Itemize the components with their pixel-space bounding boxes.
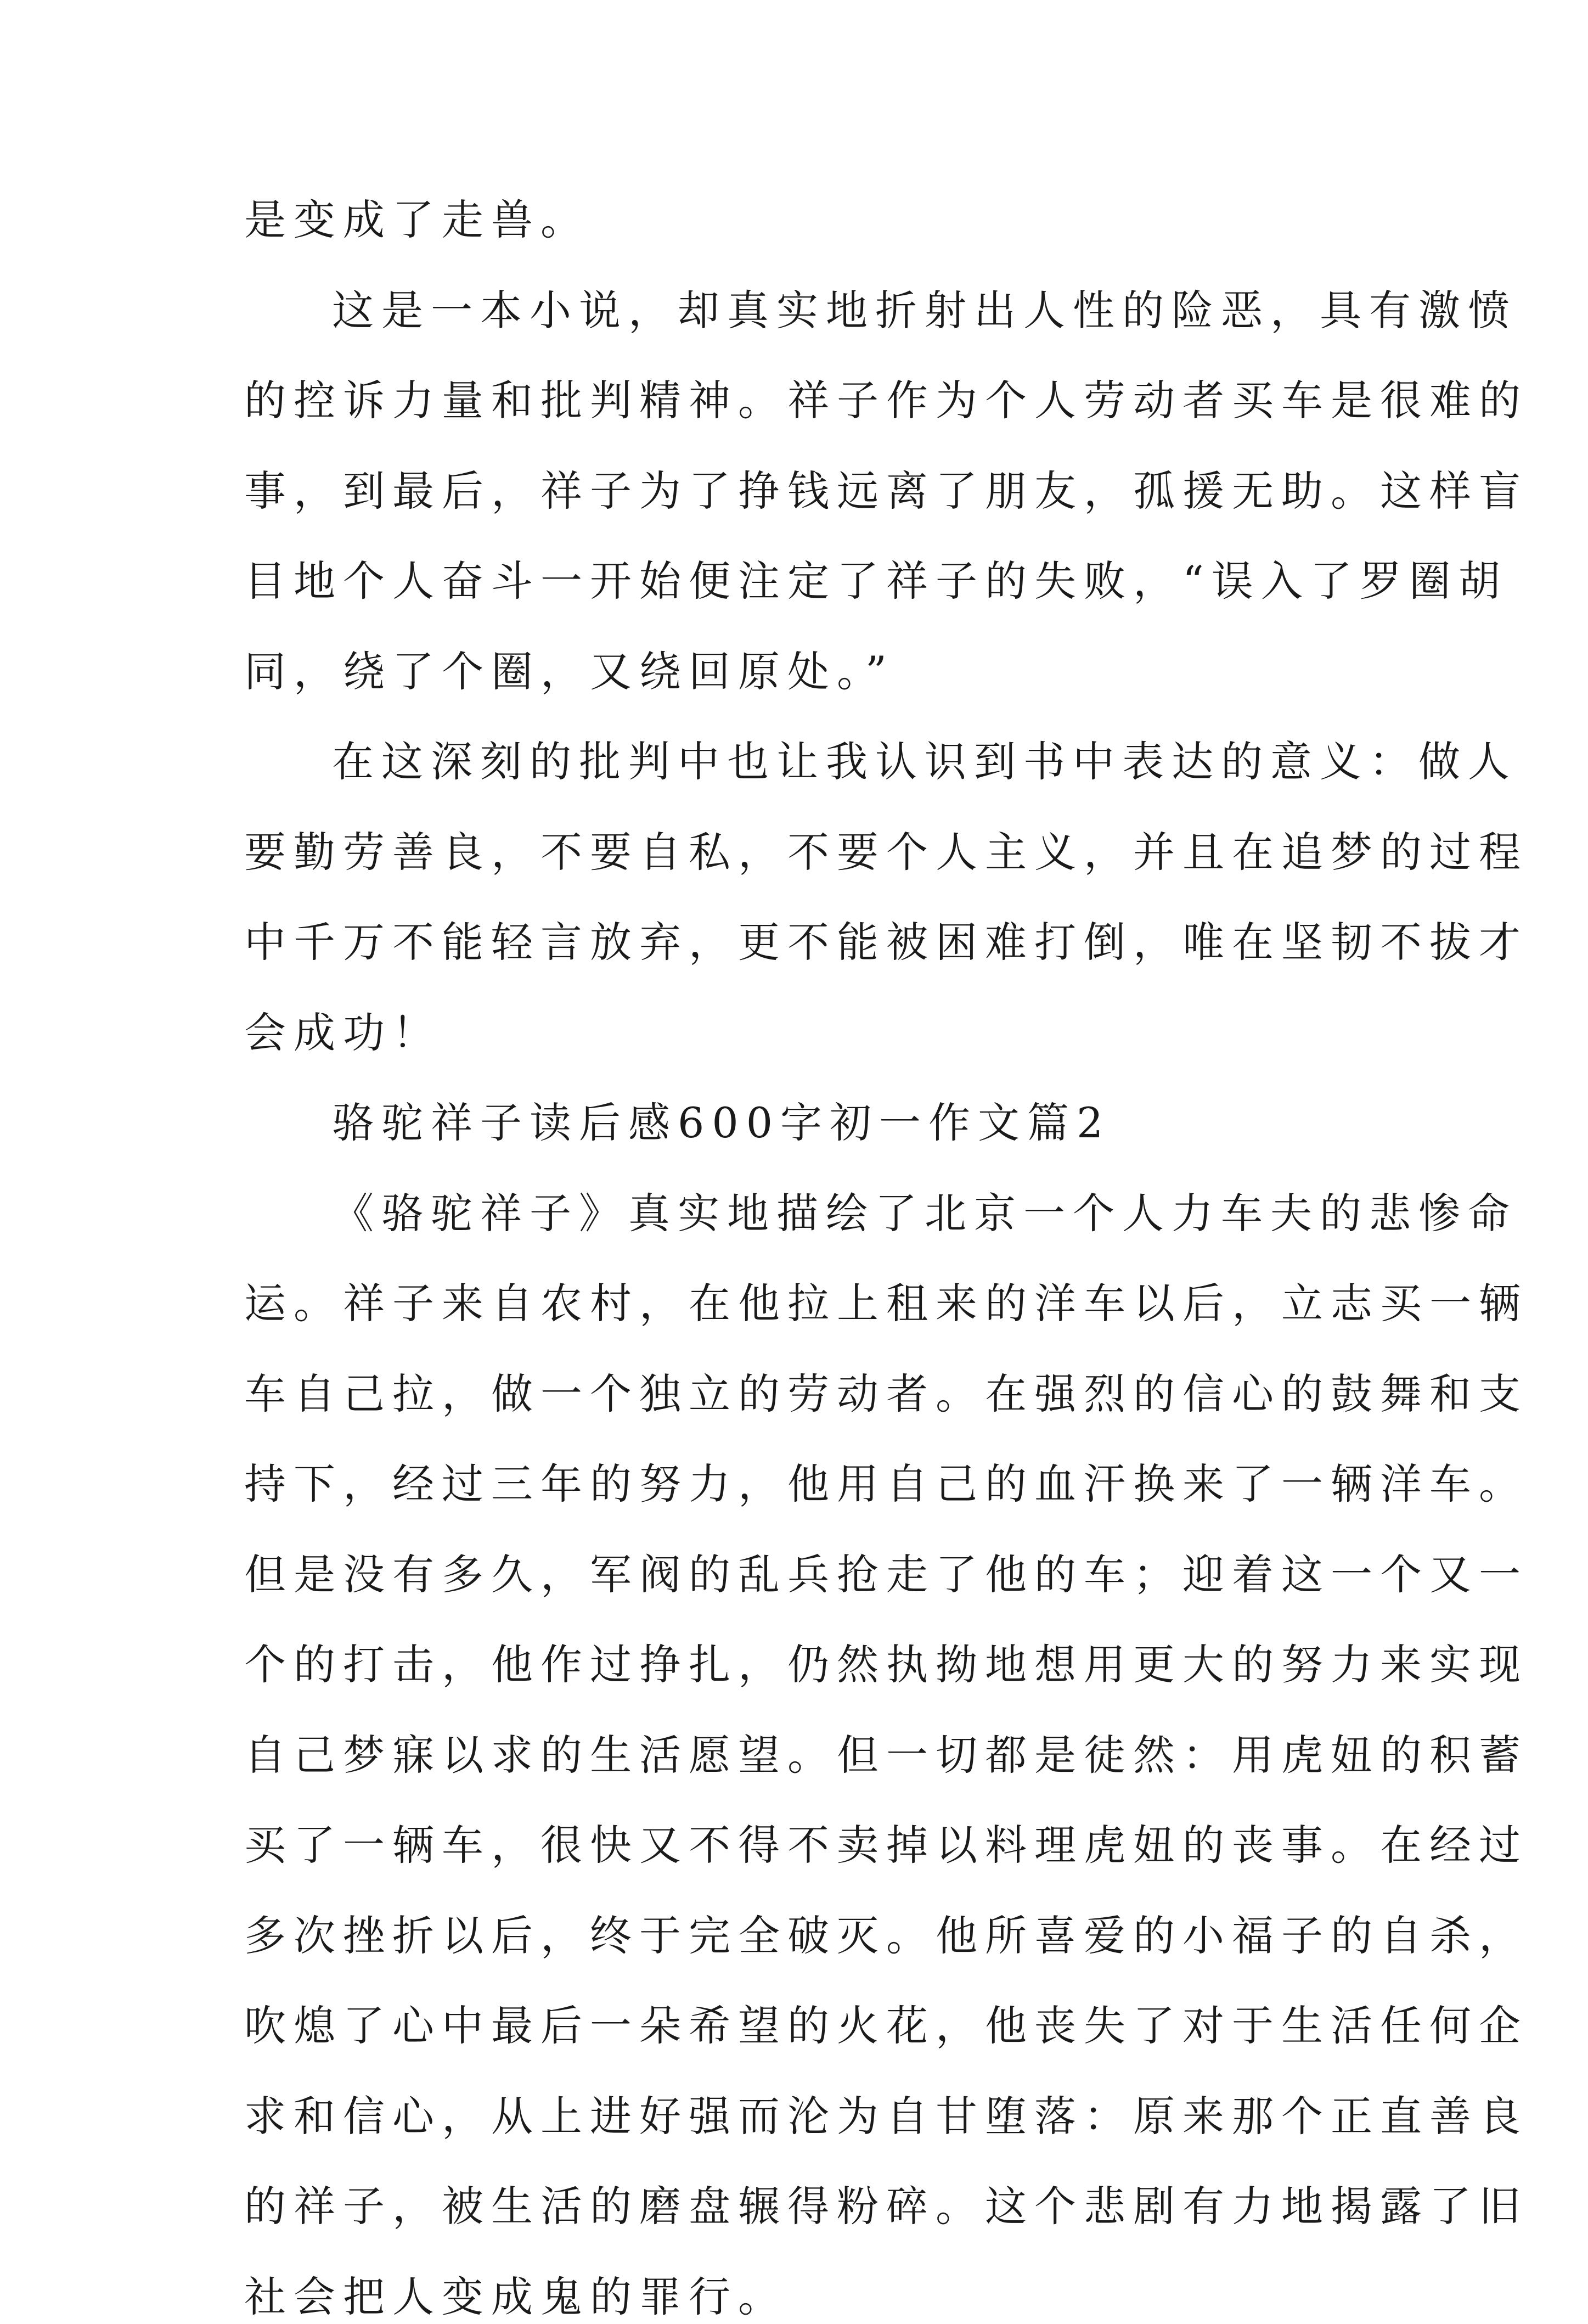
text-line: 运。祥子来自农村，在他拉上租来的洋车以后，立志买一辆 bbox=[244, 1279, 1528, 1328]
text-line: 个的打击，他作过挣扎，仍然执拗地想用更大的努力来实现 bbox=[244, 1640, 1528, 1689]
text-line: 持下，经过三年的努力，他用自己的血汗换来了一辆洋车。 bbox=[244, 1459, 1528, 1508]
text-line: 《骆驼祥子》真实地描绘了北京一个人力车夫的悲惨命 bbox=[332, 1188, 1517, 1238]
text-line: 买了一辆车，很快又不得不卖掉以料理虎妞的丧事。在经过 bbox=[244, 1821, 1528, 1870]
text-line: 是变成了走兽。 bbox=[244, 195, 590, 244]
text-line: 中千万不能轻言放弃，更不能被困难打倒，唯在坚韧不拔才 bbox=[244, 918, 1528, 967]
text-line: 求和信心，从上进好强而沦为自甘堕落：原来那个正直善良 bbox=[244, 2091, 1528, 2141]
text-line: 目地个人奋斗一开始便注定了祥子的失败，“误入了罗圈胡 bbox=[244, 557, 1508, 605]
text-line: 吹熄了心中最后一朵希望的火花，他丧失了对于生活任何企 bbox=[244, 2001, 1528, 2050]
text-line: 社会把人变成鬼的罪行。 bbox=[244, 2272, 787, 2321]
text-line: 车自己拉，做一个独立的劳动者。在强烈的信心的鼓舞和支 bbox=[244, 1369, 1528, 1418]
text-line: 同，绕了个圈，又绕回原处。” bbox=[244, 647, 894, 696]
text-line: 自己梦寐以求的生活愿望。但一切都是徒然：用虎妞的积蓄 bbox=[244, 1730, 1528, 1780]
text-line: 的控诉力量和批判精神。祥子作为个人劳动者买车是很难的 bbox=[244, 376, 1528, 425]
text-line: 在这深刻的批判中也让我认识到书中表达的意义：做人 bbox=[332, 737, 1517, 786]
text-line: 事，到最后，祥子为了挣钱远离了朋友，孤援无助。这样盲 bbox=[244, 466, 1528, 515]
text-line: 会成功！ bbox=[244, 1008, 442, 1057]
text-line: 要勤劳善良，不要自私，不要个人主义，并且在追梦的过程 bbox=[244, 827, 1528, 877]
text-line: 多次挫折以后，终于完全破灭。他所喜爱的小福子的自杀， bbox=[244, 1911, 1528, 1960]
text-line: 的祥子，被生活的磨盘辗得粉碎。这个悲剧有力地揭露了旧 bbox=[244, 2182, 1528, 2231]
text-line: 但是没有多久，军阀的乱兵抢走了他的车；迎着这一个又一 bbox=[244, 1550, 1528, 1599]
text-line: 骆驼祥子读后感600字初一作文篇2 bbox=[332, 1098, 1111, 1147]
text-line: 这是一本小说，却真实地折射出人性的险恶，具有激愤 bbox=[332, 285, 1517, 335]
